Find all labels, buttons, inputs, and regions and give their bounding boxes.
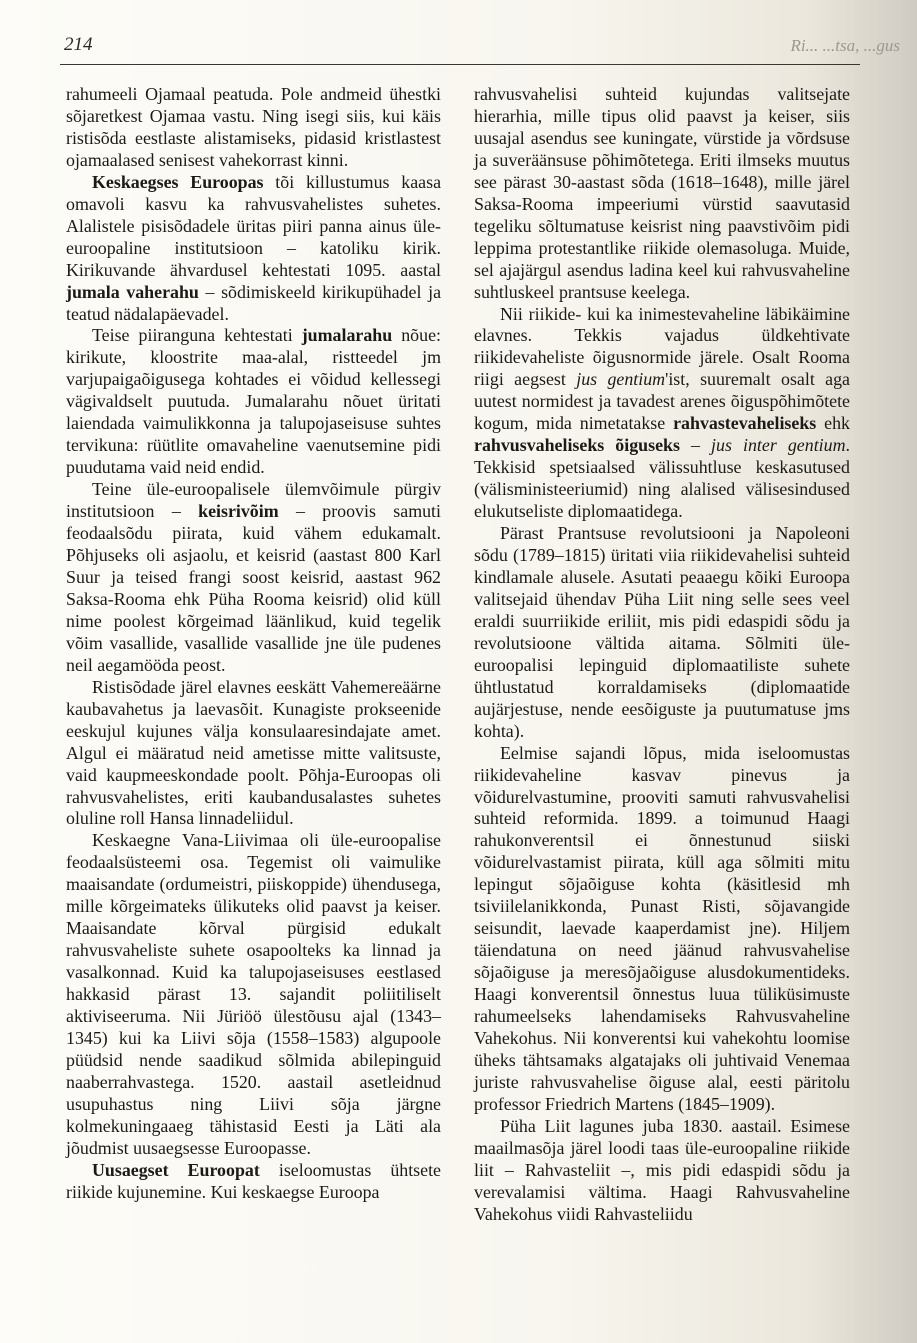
text-run: nõue: kirikute, kloostrite maa-alal, ristteedel jm varjupaigaõigusega kohtades ei võidud kellessegi vägivaldselt puutuda. Jumalarahu nõuet üritati laiendada vaimulikkonna ja talupojaseisuse suhtes tervikuna: rüütlite omavaheline vaenutsemine pidi puudutama vaid neid endid. xyxy=(66,325,441,478)
text-run: rahumeeli Ojamaal peatuda. Pole andmeid ühestki sõjaretkest Ojamaa vastu. Ning isegi siis, kui käis ristisõda eestlaste alistamiseks, pidasid kristlastest ojamaalased senisest vahekorrast kinni. xyxy=(66,84,441,170)
running-head: Ri... ...tsa, ...gus xyxy=(790,36,900,55)
right-text-column xyxy=(474,84,850,1226)
text-run: Teine üle-euroopalisele ülemvõimule pürgiv institutsioon – xyxy=(66,479,441,522)
paragraph xyxy=(66,479,441,677)
bold-term: Uusaegset Euroopat xyxy=(92,1159,260,1180)
paragraph xyxy=(474,1116,850,1226)
paragraph xyxy=(66,84,441,172)
bold-term: keisrivõim xyxy=(198,501,279,522)
text-run: Pärast Prantsuse revolutsiooni ja Napoleoni sõdu (1789–1815) üritati viia riikidevahelisi suhteid kindlamale alusele. Asutati peaaegu kõiki Euroopa valitsejaid ühendav Püha Liit ning selle sees veel eraldi suurriikide eriliit, mis pidi edaspidi sõdu ja revolutsioone vältida aitama. Sõlmiti üle-euroopalisi lepinguid diplomaatiliste suhete ühtlustatud korraldamiseks (diplomaatide aujärjestuse, nende eesõiguste ja puutumatuse jms kohta). xyxy=(474,523,850,741)
paragraph xyxy=(66,172,441,326)
bold-term: rahvastevaheliseks xyxy=(673,413,817,434)
italic-term: jus inter gentium xyxy=(711,435,846,456)
text-run: rahvusvahelisi suhteid kujundas valitsejate hierarhia, mille tipus olid paavst ja keiser, siis uusajal asendus see kuningate, vürstide ja võrdsuse ja suveräänsuse põhimõtetega. Eriti ilmseks muutus see pärast 30-aastast sõda (1618–1648), mille järel Saksa-Rooma impeeriumi vürstid saavutasid tegeliku sõltumatuse keisrist ning paavstivõim pidi leppima protestantlike riikide olemasoluga. Muide, sel ajajärgul asendus ladina keel kui rahvusvaheline suhtluskeel prantsuse keelega. xyxy=(474,84,850,302)
text-run: Ristisõdade järel elavnes eeskätt Vahemereäärne kaubavahetus ja laevasõit. Kunagiste prokseenide eeskujul kujunes välja konsulaaresindajate amet. Algul ei määratud neid ametisse mitte valitsuste, vaid kaupmeeskondade poolt. Põhja-Euroopas oli rahvusvahelistes, eriti kaubandusalastes suhetes oluline roll Hansa linnadeliidul. xyxy=(66,676,441,829)
paragraph xyxy=(474,304,850,524)
paragraph xyxy=(66,830,441,1159)
page-header xyxy=(60,28,902,64)
text-run: iseloomustas ühtsete riikide kujunemine. Kui keskaegse Euroopa xyxy=(66,1159,441,1202)
text-run: Nii riikide- kui ka inimestevaheline läbikäimine elavnes. Tekkis vajadus üldkehtivate riikidevaheliste õigusnormide järele. Osalt Rooma riigi aegsest xyxy=(474,303,850,390)
italic-term: jus gentium xyxy=(576,369,666,390)
text-run: – xyxy=(679,435,712,456)
bold-term: jumala vaherahu xyxy=(66,281,199,302)
left-text-column xyxy=(66,84,441,1204)
paragraph xyxy=(474,743,850,1116)
paragraph xyxy=(66,1160,441,1204)
text-run: Keskaegne Vana-Liivimaa oli üle-euroopalise feodaalsüsteemi osa. Tegemist oli vaimulike maaisandate (ordumeistri, piiskoppide) ühendusega, mille kõrgeimateks ülikuteks olid paavst ja keiser. Maaisandate kõrval pürgisid edukalt rahvusvaheliste suhete osapoolteks ka linnad ja vasalkonnad. Kuid ka talupojaseisuses eestlased hakkasid pärast 13. sajandit poliitiliselt aktiviseeruma. Nii Jüriöö ülestõusu ajal (1343–1345) kui ka Liivi sõja (1558–1583) algupoole püüdsid nende saadikud sõlmida abilepinguid naaberrahvastega. 1520. aastail asetleidnud usupuhastus ning Liivi sõja järgne kolmekuningaaeg tähistasid Eesti ja Läti ala jõudmist uusaegsesse Euroopasse. xyxy=(66,830,441,1158)
text-run: – proovis samuti feodaalsõdu piirata, kuid vähem edukamalt. Põhjuseks oli asjaolu, et keisrid (aastast 800 Karl Suur ja teised frangi soost keisrid, aastast 962 Saksa-Rooma ehk Püha Rooma keisrid) olid küll nime poolest kõrgeimad läänlikud, kuid tegelik võim vasallide, vasallide vasallide jne üle pudenes neil aegamööda peost. xyxy=(66,501,441,675)
bold-term: rahvusvaheliseks õiguseks xyxy=(474,435,680,456)
paragraph xyxy=(66,325,441,479)
text-run: 'ist, suuremalt osalt aga uutest normidest ja tavadest arenes õiguspõhimõtete kogum, mida nimetatakse xyxy=(474,369,850,434)
text-run: Teise piiranguna kehtestati xyxy=(92,325,302,346)
text-run: tõi killustumus kaasa omavoli kasvu ka rahvusvahelistes suhetes. Alalistele pisisõdadele üritas piiri panna ainus üle-euroopaline institutsioon – katoliku kirik. Kirikuvande ähvardusel kehtestati 1095. aastal xyxy=(66,171,442,280)
page-number: 214 xyxy=(64,34,93,55)
paragraph xyxy=(474,523,850,743)
text-run: . Tekkisid spetsiaalsed välissuhtluse keskasutused (välisministeeriumid) ning alalised välisesindused elukutseliste diplomaatidega. xyxy=(474,435,850,522)
paragraph xyxy=(474,84,850,304)
bold-term: Keskaegses Euroopas xyxy=(92,171,264,192)
paragraph xyxy=(66,677,441,831)
text-run: ehk xyxy=(816,413,850,434)
text-run: Püha Liit lagunes juba 1830. aastail. Esimese maailmasõja järel loodi taas üle-euroopaline riikide liit – Rahvasteliit –, mis pidi edaspidi sõdu ja verevalamisi vältima. Haagi Rahvusvaheline Vahekohus viidi Rahvasteliidu xyxy=(474,1115,850,1224)
header-rule xyxy=(60,64,860,65)
text-run: Eelmise sajandi lõpus, mida iseloomustas riikidevaheline kasvav pinevus ja võidurelvastumine, prooviti samuti rahvusvahelisi suhteid reformida. 1899. a toimunud Haagi rahukonverentsil ei õnnestunud siiski võidurelvastamist piirata, küll aga sõlmiti mitu lepingut sõjaõiguse kohta (käsitlesid mh tsiviilelanikkonda, Punast Risti, sõjavangide seisundit, laevade kaaperdamist jne). Hiljem täiendatuna on need jäänud rahvusvahelise sõjaõiguse ja meresõjaõiguse alusdokumentideks. Haagi konverentsil õnnestus luua tüliküsimuste rahumeelseks lahendamiseks Rahvusvaheline Vahekohus. Nii konverentsi kui vahekohtu loomise üheks tähtsamaks algatajaks oli juhtivaid Venemaa juriste rahvusvahelise õiguse alal, eesti päritolu professor Friedrich Martens (1845–1909). xyxy=(474,742,850,1114)
bold-term: jumalarahu xyxy=(301,325,393,346)
text-run: – sõdimiskeeld kirikupühadel ja teatud nädalapäevadel. xyxy=(66,281,442,324)
